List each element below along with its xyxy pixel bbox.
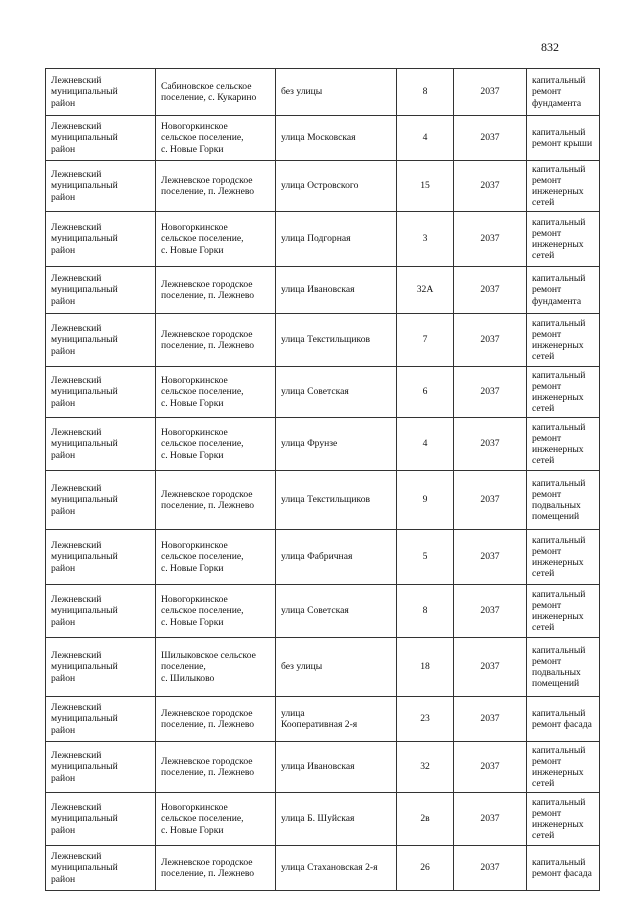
work-type-cell: капитальный ремонт инженерных сетей <box>527 418 600 471</box>
district-cell: Лежневский муниципальный район <box>46 846 156 891</box>
table-row <box>46 69 600 116</box>
table-row <box>46 267 600 314</box>
settlement-cell: Лежневское городское поселение, п. Лежнево <box>156 742 276 793</box>
table-row <box>46 314 600 367</box>
district-cell: Лежневский муниципальный район <box>46 418 156 471</box>
year-cell: 2037 <box>454 267 527 314</box>
house-number-cell: 8 <box>397 585 454 638</box>
street-cell: улица Советская <box>276 585 397 638</box>
house-number-cell: 5 <box>397 530 454 585</box>
street-cell: улица Ивановская <box>276 742 397 793</box>
street-cell: улица Ивановская <box>276 267 397 314</box>
district-cell: Лежневский муниципальный район <box>46 530 156 585</box>
district-cell: Лежневский муниципальный район <box>46 267 156 314</box>
table-row <box>46 697 600 742</box>
street-cell: улица Кооперативная 2-я <box>276 697 397 742</box>
district-cell: Лежневский муниципальный район <box>46 212 156 267</box>
page-number: 832 <box>541 40 559 54</box>
settlement-cell: Лежневское городское поселение, п. Лежнево <box>156 471 276 530</box>
house-number-cell: 4 <box>397 116 454 161</box>
district-cell: Лежневский муниципальный район <box>46 638 156 697</box>
table-row <box>46 418 600 471</box>
work-type-cell: капитальный ремонт инженерных сетей <box>527 212 600 267</box>
work-type-cell: капитальный ремонт фундамента <box>527 267 600 314</box>
work-type-cell: капитальный ремонт фасада <box>527 697 600 742</box>
work-type-cell: капитальный ремонт инженерных сетей <box>527 367 600 418</box>
year-cell: 2037 <box>454 367 527 418</box>
settlement-cell: Шилыковское сельское поселение, с. Шилыково <box>156 638 276 697</box>
year-cell: 2037 <box>454 697 527 742</box>
table-row <box>46 212 600 267</box>
settlement-cell: Новогоркинское сельское поселение, с. Новые Горки <box>156 530 276 585</box>
work-type-cell: капитальный ремонт подвальных помещений <box>527 471 600 530</box>
street-cell: улица Текстильщиков <box>276 314 397 367</box>
house-number-cell: 4 <box>397 418 454 471</box>
district-cell: Лежневский муниципальный район <box>46 742 156 793</box>
settlement-cell: Новогоркинское сельское поселение, с. Новые Горки <box>156 585 276 638</box>
settlement-cell: Новогоркинское сельское поселение, с. Новые Горки <box>156 116 276 161</box>
year-cell: 2037 <box>454 742 527 793</box>
house-number-cell: 32 <box>397 742 454 793</box>
street-cell: улица Советская <box>276 367 397 418</box>
table-row <box>46 742 600 793</box>
district-cell: Лежневский муниципальный район <box>46 793 156 846</box>
street-cell: улица Стахановская 2-я <box>276 846 397 891</box>
settlement-cell: Новогоркинское сельское поселение, с. Новые Горки <box>156 418 276 471</box>
year-cell: 2037 <box>454 793 527 846</box>
house-number-cell: 18 <box>397 638 454 697</box>
year-cell: 2037 <box>454 212 527 267</box>
table-row <box>46 793 600 846</box>
street-cell: улица Фрунзе <box>276 418 397 471</box>
work-type-cell: капитальный ремонт инженерных сетей <box>527 161 600 212</box>
district-cell: Лежневский муниципальный район <box>46 161 156 212</box>
year-cell: 2037 <box>454 530 527 585</box>
house-number-cell: 7 <box>397 314 454 367</box>
table-row <box>46 161 600 212</box>
work-type-cell: капитальный ремонт фасада <box>527 846 600 891</box>
settlement-cell: Новогоркинское сельское поселение, с. Новые Горки <box>156 793 276 846</box>
work-type-cell: капитальный ремонт инженерных сетей <box>527 530 600 585</box>
year-cell: 2037 <box>454 161 527 212</box>
year-cell: 2037 <box>454 69 527 116</box>
table-row <box>46 116 600 161</box>
year-cell: 2037 <box>454 846 527 891</box>
year-cell: 2037 <box>454 314 527 367</box>
settlement-cell: Лежневское городское поселение, п. Лежнево <box>156 314 276 367</box>
table-row <box>46 585 600 638</box>
work-type-cell: капитальный ремонт крыши <box>527 116 600 161</box>
house-number-cell: 2в <box>397 793 454 846</box>
repair-schedule-table <box>45 68 600 891</box>
year-cell: 2037 <box>454 471 527 530</box>
district-cell: Лежневский муниципальный район <box>46 69 156 116</box>
district-cell: Лежневский муниципальный район <box>46 367 156 418</box>
district-cell: Лежневский муниципальный район <box>46 585 156 638</box>
table-row <box>46 638 600 697</box>
work-type-cell: капитальный ремонт инженерных сетей <box>527 314 600 367</box>
settlement-cell: Новогоркинское сельское поселение, с. Новые Горки <box>156 367 276 418</box>
settlement-cell: Новогоркинское сельское поселение, с. Новые Горки <box>156 212 276 267</box>
house-number-cell: 3 <box>397 212 454 267</box>
house-number-cell: 6 <box>397 367 454 418</box>
table-row <box>46 471 600 530</box>
street-cell: улица Московская <box>276 116 397 161</box>
house-number-cell: 9 <box>397 471 454 530</box>
house-number-cell: 8 <box>397 69 454 116</box>
street-cell: улица Фабричная <box>276 530 397 585</box>
house-number-cell: 26 <box>397 846 454 891</box>
district-cell: Лежневский муниципальный район <box>46 471 156 530</box>
district-cell: Лежневский муниципальный район <box>46 697 156 742</box>
table-row <box>46 367 600 418</box>
street-cell: улица Б. Шуйская <box>276 793 397 846</box>
settlement-cell: Лежневское городское поселение, п. Лежнево <box>156 846 276 891</box>
work-type-cell: капитальный ремонт инженерных сетей <box>527 585 600 638</box>
street-cell: без улицы <box>276 638 397 697</box>
street-cell: улица Текстильщиков <box>276 471 397 530</box>
house-number-cell: 15 <box>397 161 454 212</box>
work-type-cell: капитальный ремонт инженерных сетей <box>527 793 600 846</box>
work-type-cell: капитальный ремонт подвальных помещений <box>527 638 600 697</box>
year-cell: 2037 <box>454 585 527 638</box>
year-cell: 2037 <box>454 638 527 697</box>
street-cell: улица Подгорная <box>276 212 397 267</box>
year-cell: 2037 <box>454 418 527 471</box>
street-cell: без улицы <box>276 69 397 116</box>
table-row <box>46 846 600 891</box>
year-cell: 2037 <box>454 116 527 161</box>
settlement-cell: Сабиновское сельское поселение, с. Кукарино <box>156 69 276 116</box>
work-type-cell: капитальный ремонт фундамента <box>527 69 600 116</box>
settlement-cell: Лежневское городское поселение, п. Лежнево <box>156 267 276 314</box>
house-number-cell: 23 <box>397 697 454 742</box>
settlement-cell: Лежневское городское поселение, п. Лежнево <box>156 697 276 742</box>
work-type-cell: капитальный ремонт инженерных сетей <box>527 742 600 793</box>
district-cell: Лежневский муниципальный район <box>46 314 156 367</box>
street-cell: улица Островского <box>276 161 397 212</box>
house-number-cell: 32А <box>397 267 454 314</box>
district-cell: Лежневский муниципальный район <box>46 116 156 161</box>
settlement-cell: Лежневское городское поселение, п. Лежнево <box>156 161 276 212</box>
table-row <box>46 530 600 585</box>
